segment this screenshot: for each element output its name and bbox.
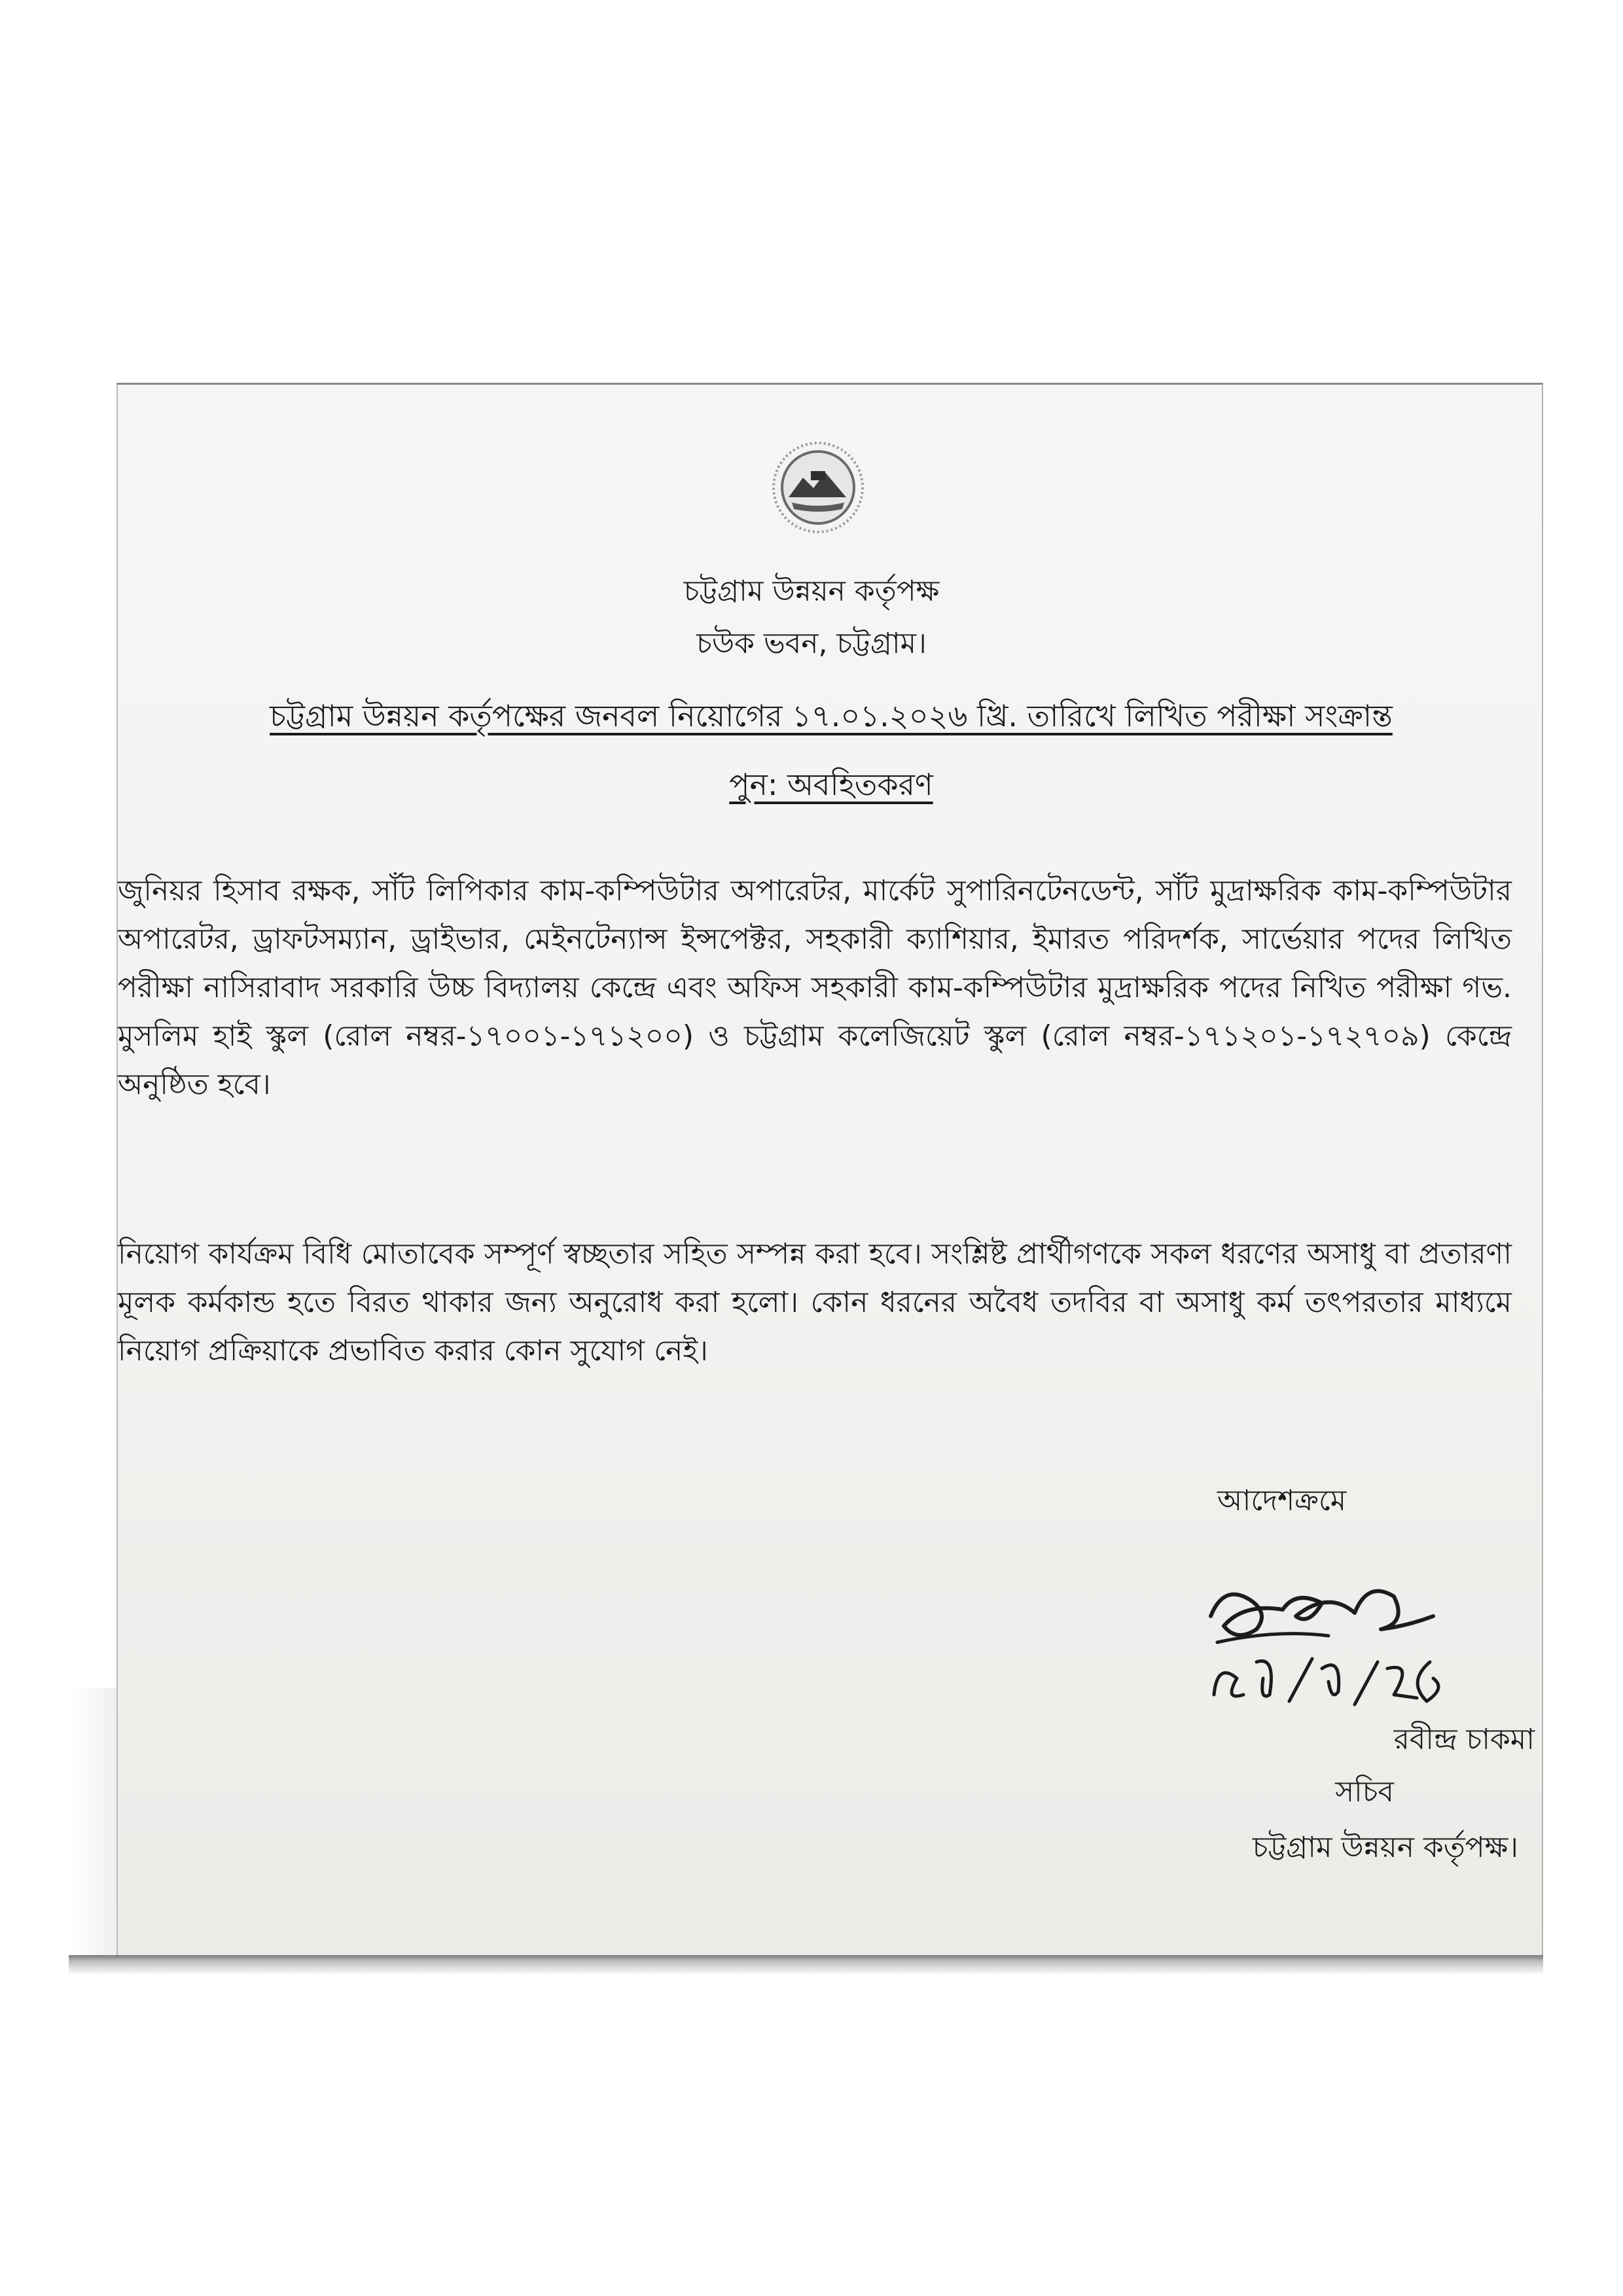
handwritten-signature [1198, 1564, 1472, 1727]
subject-line-2: পুন: অবহিতকরণ [729, 767, 933, 802]
organization-address: চউক ভবন, চট্টগ্রাম। [696, 627, 927, 660]
signer-organization: চট্টগ্রাম উন্নয়ন কর্তৃপক্ষ। [1252, 1831, 1518, 1864]
order-text: আদেশক্রমে [1217, 1484, 1347, 1517]
organization-seal-icon [762, 432, 874, 543]
paper-shadow [69, 1955, 1543, 1975]
signer-name: রবীন্দ্র চাকমা [1393, 1723, 1535, 1756]
body-paragraph-1: জুনিয়র হিসাব রক্ষক, সাঁট লিপিকার কাম-কম্পিউটার অপারেটর, মার্কেট সুপারিনটেনডেন্ট, সাঁট মুদ্রাক্ষরিক কাম-কম্পিউটার অপারেটর, ড্রাফটসম্যান, ড্রাইভার, মেইনটেন্যান্স ইন্সপেক্টর, সহকারী ক্যাশিয়ার, ইমারত পরিদর্শক, সার্ভেয়ার পদের লিখিত পরীক্ষা নাসিরাবাদ সরকারি উচ্চ বিদ্যালয় কেন্দ্রে এবং অফিস সহকারী কাম-কম্পিউটার মুদ্রাক্ষরিক পদের নিখিত পরীক্ষা গভ. মুসলিম হাই স্কুল (রোল নম্বর-১৭০০১-১৭১২০০) ও চট্টগ্রাম কলেজিয়েট স্কুল (রোল নম্বর-১৭১২০১-১৭২৭০৯) কেন্দ্রে অনুষ্ঠিত হবে। [118, 874, 1512, 1101]
organization-name: চট্টগ্রাম উন্নয়ন কর্তৃপক্ষ [683, 574, 940, 608]
subject-line-1: চট্টগ্রাম উন্নয়ন কর্তৃপক্ষের জনবল নিয়োগের ১৭.০১.২০২৬ খ্রি. তারিখে লিখিত পরীক্ষা সংক্রান্ত [270, 698, 1393, 733]
page-edge [69, 1688, 118, 1956]
signer-title: সচিব [1335, 1775, 1394, 1809]
body-paragraph-2: নিয়োগ কার্যক্রম বিধি মোতাবেক সম্পূর্ণ স্বচ্ছতার সহিত সম্পন্ন করা হবে। সংশ্লিষ্ট প্রার্থীগণকে সকল ধরণের অসাধু বা প্রতারণা মূলক কর্মকান্ড হতে বিরত থাকার জন্য অনুরোধ করা হলো। কোন ধরনের অবৈধ তদবির বা অসাধু কর্ম তৎপরতার মাধ্যমে নিয়োগ প্রক্রিয়াকে প্রভাবিত করার কোন সুযোগ নেই। [118, 1237, 1512, 1368]
